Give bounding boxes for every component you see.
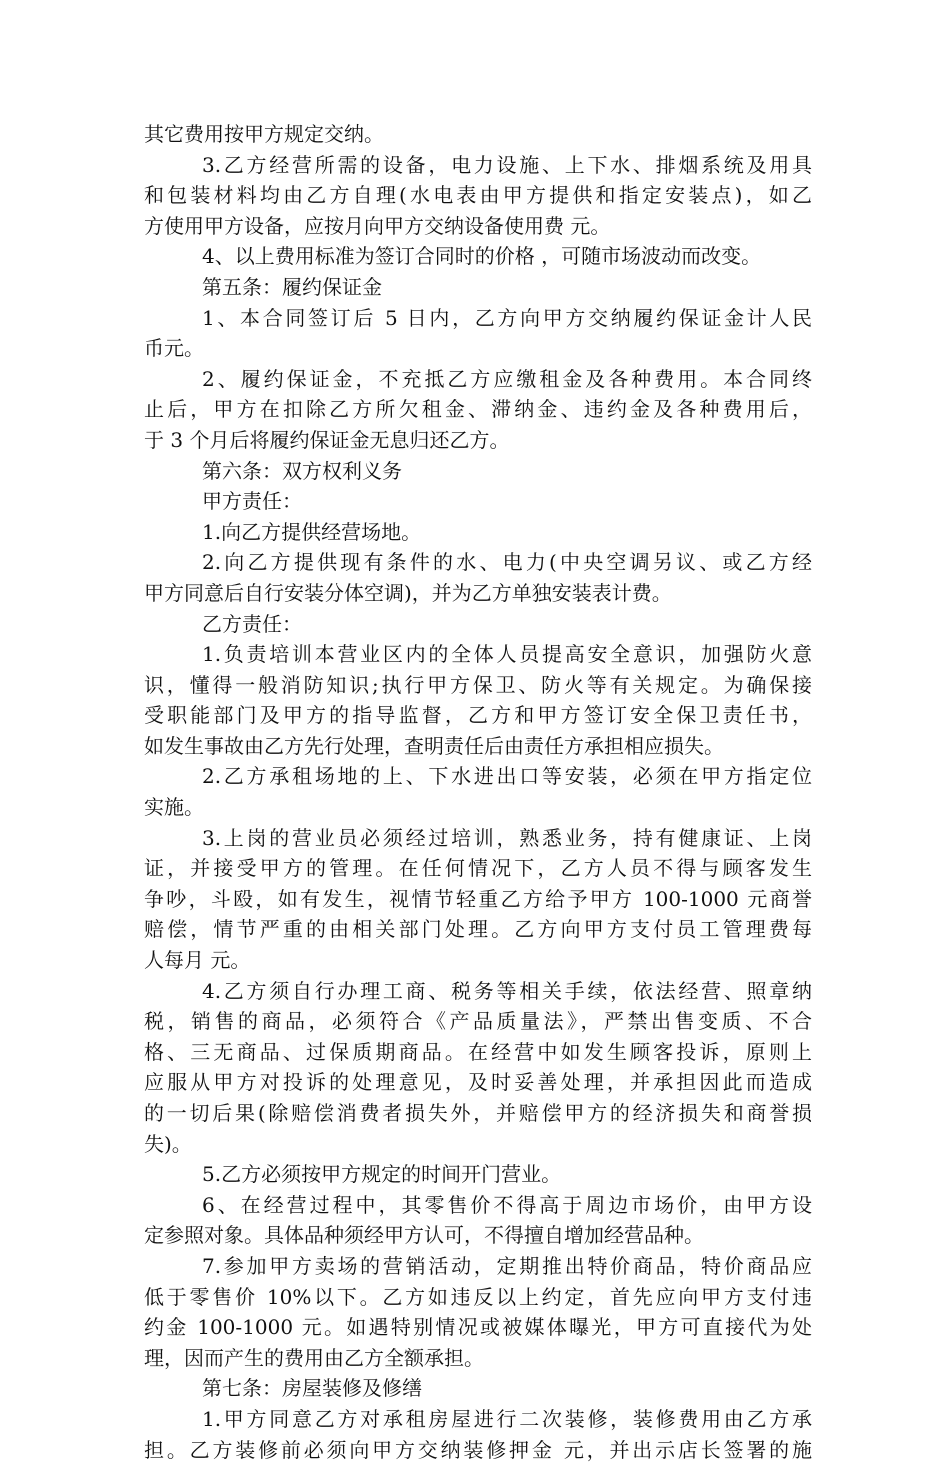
text-line: 和包装材料均由乙方自理(水电表由甲方提供和指定安装点)，如乙 <box>144 183 812 208</box>
text-line: 方使用甲方设备，应按月向甲方交纳设备使用费 元。 <box>144 213 611 238</box>
text-line: 理，因而产生的费用由乙方全额承担。 <box>144 1345 484 1370</box>
text-line: 1、本合同签订后 5 日内，乙方向甲方交纳履约保证金计人民 <box>202 305 812 330</box>
text-line: 其它费用按甲方规定交纳。 <box>144 122 384 146</box>
text-line: 第六条：双方权利义务 <box>202 458 402 483</box>
document-body <box>144 119 812 1465</box>
text-line: 3.乙方经营所需的设备，电力设施、上下水、排烟系统及用具 <box>202 152 812 177</box>
text-line: 的一切后果(除赔偿消费者损失外，并赔偿甲方的经济损失和商誉损 <box>144 1101 812 1125</box>
text-line: 担。乙方装修前必须向甲方交纳装修押金 元，并出示店长签署的施 <box>144 1437 812 1462</box>
text-line: 3.上岗的营业员必须经过培训，熟悉业务，持有健康证、上岗 <box>202 825 812 850</box>
text-line: 止后，甲方在扣除乙方所欠租金、滞纳金、违约金及各种费用后， <box>144 397 812 422</box>
text-line: 争吵，斗殴，如有发生，视情节轻重乙方给予甲方 100-1000 元商誉 <box>144 886 812 911</box>
text-line: 1.向乙方提供经营场地。 <box>202 519 422 544</box>
text-line: 格、三无商品、过保质期商品。在经营中如发生顾客投诉，原则上 <box>144 1039 812 1064</box>
text-line: 赔偿，情节严重的由相关部门处理。乙方向甲方支付员工管理费每 <box>144 917 812 942</box>
text-line: 失)。 <box>144 1131 192 1156</box>
text-line: 受职能部门及甲方的指导监督，乙方和甲方签订安全保卫责任书， <box>144 703 812 728</box>
text-line: 2、履约保证金，不充抵乙方应缴租金及各种费用。本合同终 <box>202 366 812 391</box>
text-line: 证，并接受甲方的管理。在任何情况下，乙方人员不得与顾客发生 <box>144 856 812 881</box>
text-line: 2.乙方承租场地的上、下水进出口等安装，必须在甲方指定位 <box>202 764 812 789</box>
text-line: 如发生事故由乙方先行处理，查明责任后由责任方承担相应损失。 <box>144 733 724 758</box>
text-line: 于 3 个月后将履约保证金无息归还乙方。 <box>144 427 510 452</box>
text-line: 5.乙方必须按甲方规定的时间开门营业。 <box>202 1162 562 1187</box>
text-line: 人每月 元。 <box>144 948 251 973</box>
text-line: 乙方责任： <box>202 611 302 636</box>
text-line: 税，销售的商品，必须符合《产品质量法》，严禁出售变质、不合 <box>144 1009 812 1034</box>
text-line: 低于零售价 10%以下。乙方如违反以上约定，首先应向甲方支付违 <box>144 1284 812 1309</box>
text-line: 识，懂得一般消防知识;执行甲方保卫、防火等有关规定。为确保接 <box>144 672 812 697</box>
text-line: 1.甲方同意乙方对承租房屋进行二次装修，装修费用由乙方承 <box>202 1406 812 1431</box>
text-line: 4.乙方须自行办理工商、税务等相关手续，依法经营、照章纳 <box>202 978 812 1003</box>
text-line: 4、以上费用标准为签订合同时的价格 ，可随市场波动而改变。 <box>202 244 762 269</box>
text-line: 1.负责培训本营业区内的全体人员提高安全意识，加强防火意 <box>202 642 812 667</box>
text-line: 2.向乙方提供现有条件的水、电力(中央空调另议、或乙方经 <box>202 550 812 575</box>
text-line: 应服从甲方对投诉的处理意见，及时妥善处理，并承担因此而造成 <box>144 1070 812 1095</box>
text-line: 约金 100-1000 元。如遇特别情况或被媒体曝光，甲方可直接代为处 <box>144 1315 812 1340</box>
text-line: 甲方同意后自行安装分体空调)，并为乙方单独安装表计费。 <box>144 580 672 605</box>
text-line: 第七条：房屋装修及修缮 <box>202 1376 422 1401</box>
text-line: 币元。 <box>144 336 204 361</box>
text-line: 实施。 <box>144 795 204 820</box>
text-line: 定参照对象。具体品种须经甲方认可，不得擅自增加经营品种。 <box>144 1223 704 1248</box>
text-line: 第五条：履约保证金 <box>202 274 382 299</box>
text-line: 甲方责任： <box>202 489 302 514</box>
text-line: 6、在经营过程中，其零售价不得高于周边市场价，由甲方设 <box>202 1192 812 1217</box>
text-line: 7.参加甲方卖场的营销活动，定期推出特价商品，特价商品应 <box>202 1253 812 1278</box>
